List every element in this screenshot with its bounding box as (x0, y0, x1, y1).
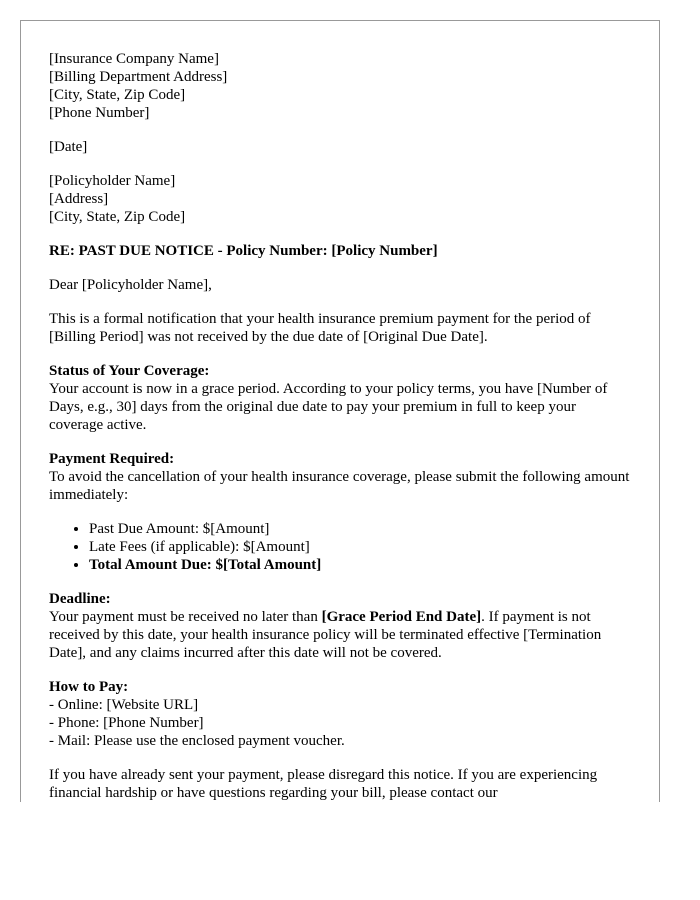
payment-title: Payment Required: (49, 451, 175, 467)
deadline-section (49, 590, 631, 662)
salutation: Dear [Policyholder Name], (49, 277, 212, 293)
deadline-title: Deadline: (49, 591, 111, 607)
coverage-title: Status of Your Coverage: (49, 363, 210, 379)
past-due-amount: • Past Due Amount: $[Amount] (89, 520, 631, 538)
coverage-text: Your account is now in a grace period. According to your policy terms, you have [Number of Days, e.g., 30] days from the original due date to pay your premium in full to keep your coverage active. (49, 381, 608, 433)
letter (20, 20, 660, 802)
how-to-pay-section (49, 678, 631, 750)
pay-phone: - Phone: [Phone Number] (49, 715, 204, 731)
recipient-block (49, 172, 631, 226)
how-to-pay-title: How to Pay: (49, 679, 129, 695)
sender-city: [City, State, Zip Code] (49, 87, 186, 103)
payment-section (49, 450, 631, 574)
sender-phone: [Phone Number] (49, 105, 150, 121)
recipient-city: [City, State, Zip Code] (49, 209, 186, 225)
subject-line: RE: PAST DUE NOTICE - Policy Number: [Policy Number] (49, 243, 438, 259)
sender-company: [Insurance Company Name] (49, 51, 219, 67)
recipient-address: [Address] (49, 191, 109, 207)
recipient-name: [Policyholder Name] (49, 173, 176, 189)
date-block (49, 138, 631, 156)
deadline-text-after: . If payment is not received by this date, your health insurance policy will be terminated effective [Termination Date], and any claims incurred after this date will not be covered. (49, 609, 602, 661)
sender-address: [Billing Department Address] (49, 69, 228, 85)
intro-paragraph: This is a formal notification that your health insurance premium payment for the period of [Billing Period] was not received by the due date of [Original Due Date]. (49, 311, 591, 345)
sender-block (49, 50, 631, 122)
deadline-text-before: Your payment must be received no later than (49, 609, 322, 625)
total-amount-due: • Total Amount Due: $[Total Amount] (89, 556, 631, 574)
pay-online: - Online: [Website URL] (49, 697, 199, 713)
payment-text: To avoid the cancellation of your health insurance coverage, please submit the following amount immediately: (49, 469, 630, 503)
pay-mail: - Mail: Please use the enclosed payment voucher. (49, 733, 345, 749)
late-fees: • Late Fees (if applicable): $[Amount] (89, 538, 631, 556)
letter-date: [Date] (49, 139, 88, 155)
closing-paragraph: If you have already sent your payment, please disregard this notice. If you are experiencing financial hardship or have questions regarding your bill, please contact our (49, 767, 598, 801)
coverage-section (49, 362, 631, 434)
grace-period-end-date: [Grace Period End Date] (321, 609, 482, 625)
payment-items (49, 520, 631, 574)
